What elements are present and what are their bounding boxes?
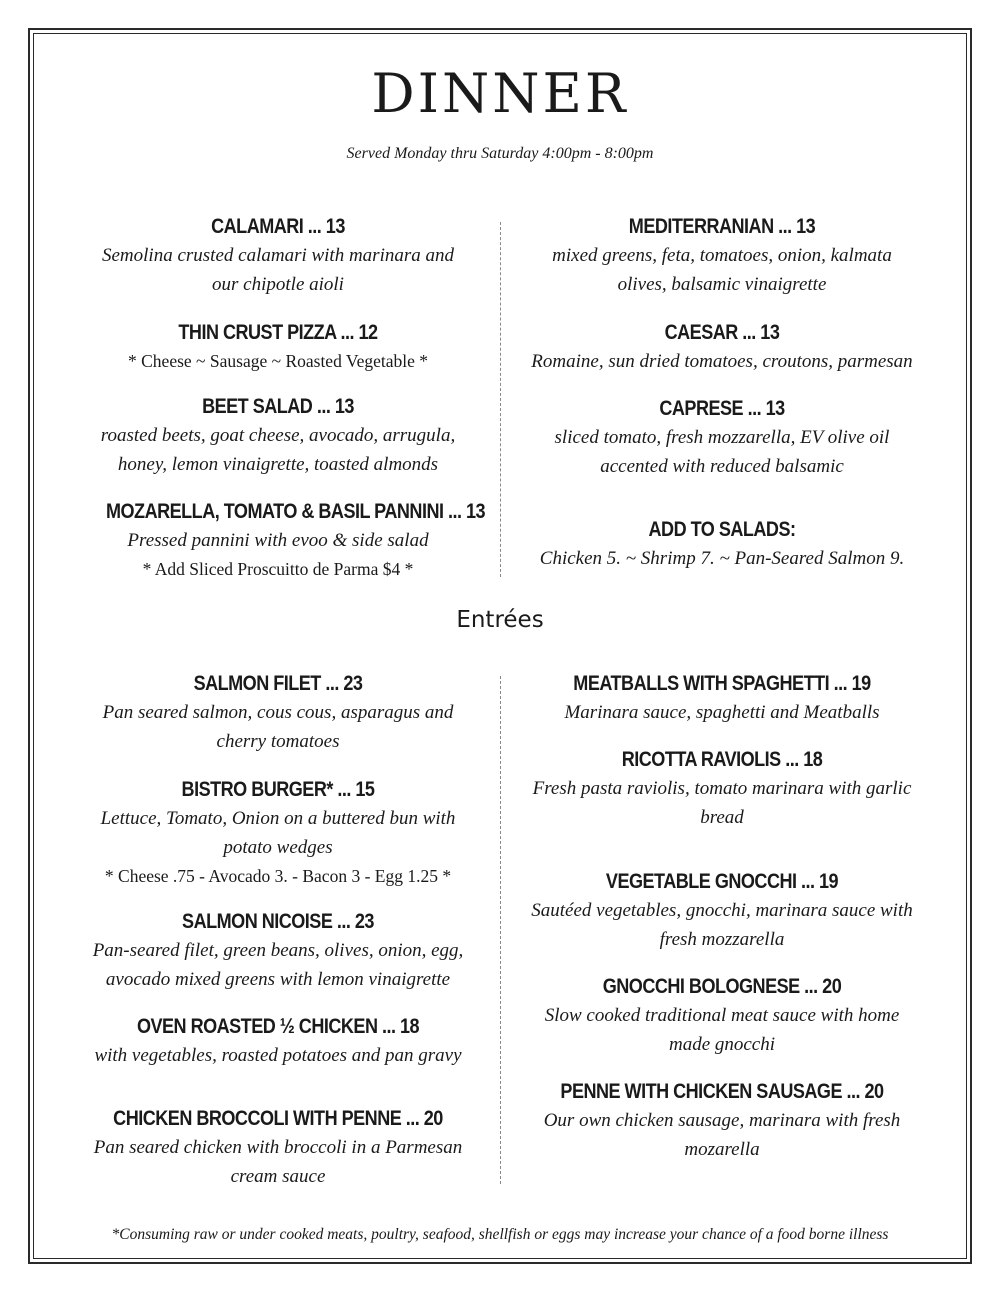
menu-item-name: SALMON NICOISE ... 23 — [182, 910, 374, 933]
menu-item — [78, 498, 486, 583]
menu-item — [522, 1078, 922, 1164]
menu-item-description: olives, balsamic vinaigrette — [617, 274, 827, 295]
serving-hours: Served Monday thru Saturday 4:00pm - 8:00pm — [346, 145, 654, 162]
menu-item-description: avocado mixed greens with lemon vinaigrette — [105, 969, 451, 990]
menu-item-description: Fresh pasta raviolis, tomato marinara with garlic — [532, 778, 912, 799]
menu-item-name: BEET SALAD ... 13 — [202, 395, 354, 418]
menu-item-description: honey, lemon vinaigrette, toasted almonds — [117, 454, 439, 475]
menu-item-description: Semolina crusted calamari with marinara and — [101, 245, 455, 266]
menu-item-name: ADD TO SALADS: — [648, 518, 796, 541]
menu-item — [78, 776, 478, 890]
menu-item — [78, 908, 478, 994]
column-divider-bottom — [500, 676, 501, 1184]
menu-item-name: CAPRESE ... 13 — [659, 397, 785, 420]
menu-item — [522, 213, 922, 299]
menu-item-description: Pan-seared filet, green beans, olives, onion, egg, — [92, 940, 464, 961]
menu-item-description: Chicken 5. ~ Shrimp 7. ~ Pan-Seared Salmon 9. — [539, 548, 905, 569]
menu-item-name: MEATBALLS WITH SPAGHETTI ... 19 — [573, 672, 871, 695]
column-divider-top — [500, 222, 501, 577]
menu-item — [522, 973, 922, 1059]
menu-item-description: bread — [700, 807, 744, 828]
menu-item — [78, 213, 478, 299]
menu-item-name: SALMON FILET ... 23 — [193, 672, 363, 695]
menu-item-description: roasted beets, goat cheese, avocado, arrugula, — [100, 425, 456, 446]
menu-item-description: cream sauce — [230, 1166, 326, 1187]
menu-item-description: fresh mozzarella — [659, 929, 785, 950]
menu-item-description: sliced tomato, fresh mozzarella, EV olive oil — [554, 427, 890, 448]
menu-item-description: with vegetables, roasted potatoes and pan gravy — [94, 1045, 462, 1066]
menu-item — [78, 670, 478, 756]
menu-item-description: our chipotle aioli — [212, 274, 344, 295]
menu-item-name: CHICKEN BROCCOLI WITH PENNE ... 20 — [113, 1107, 443, 1130]
menu-item-addons: * Cheese ~ Sausage ~ Roasted Vegetable * — [128, 351, 428, 371]
menu-item-description: Marinara sauce, spaghetti and Meatballs — [564, 702, 880, 723]
menu-item — [522, 746, 922, 832]
menu-item — [522, 670, 922, 727]
menu-title: DINNER — [371, 62, 629, 125]
menu-item-description: Pressed pannini with evoo & side salad — [127, 530, 429, 551]
menu-item-name: CAESAR ... 13 — [664, 321, 780, 344]
menu-item-name: MEDITERRANIAN ... 13 — [628, 215, 816, 238]
menu-item-description: made gnocchi — [668, 1034, 776, 1055]
menu-item — [78, 319, 478, 375]
menu-item-name: RICOTTA RAVIOLIS ... 18 — [621, 748, 823, 771]
menu-item — [522, 319, 922, 376]
menu-item-name: VEGETABLE GNOCCHI ... 19 — [605, 870, 839, 893]
menu-item-description: cherry tomatoes — [216, 731, 340, 752]
menu-item-description: Lettuce, Tomato, Onion on a buttered bun with — [100, 808, 456, 829]
menu-item-addons: * Cheese .75 - Avocado 3. - Bacon 3 - Egg 1.25 * — [104, 866, 452, 886]
section-title-entrees: Entrées — [456, 607, 544, 633]
food-safety-disclaimer: *Consuming raw or under cooked meats, poultry, seafood, shellfish or eggs may increase your chance of a food borne illness — [111, 1226, 889, 1243]
menu-item-name: MOZARELLA, TOMATO & BASIL PANNINI ... 13 — [106, 500, 486, 523]
menu-item-description: Romaine, sun dried tomatoes, croutons, parmesan — [531, 351, 913, 372]
menu-item-name: THIN CRUST PIZZA ... 12 — [178, 321, 378, 344]
menu-item — [78, 393, 478, 479]
menu-item-description: accented with reduced balsamic — [600, 456, 844, 477]
menu-item-description: potato wedges — [223, 837, 333, 858]
menu-item — [78, 1105, 478, 1191]
menu-item-description: Slow cooked traditional meat sauce with home — [544, 1005, 900, 1026]
menu-item-addons: * Add Sliced Proscuitto de Parma $4 * — [142, 559, 414, 579]
menu-item — [78, 1013, 478, 1070]
menu-item-name: OVEN ROASTED ½ CHICKEN ... 18 — [136, 1015, 420, 1038]
menu-item — [522, 516, 922, 573]
menu-item — [522, 868, 922, 954]
menu-item-name: PENNE WITH CHICKEN SAUSAGE ... 20 — [560, 1080, 884, 1103]
menu-item-name: BISTRO BURGER* ... 15 — [181, 778, 375, 801]
menu-item-description: Pan seared salmon, cous cous, asparagus and — [102, 702, 454, 723]
menu-item-description: Sautéed vegetables, gnocchi, marinara sauce with — [531, 900, 913, 921]
menu-item-name: GNOCCHI BOLOGNESE ... 20 — [602, 975, 842, 998]
menu-item — [522, 395, 922, 481]
menu-item-description: Our own chicken sausage, marinara with fresh — [543, 1110, 901, 1131]
menu-item-description: mozarella — [684, 1139, 760, 1160]
menu-item-description: mixed greens, feta, tomatoes, onion, kalmata — [552, 245, 892, 266]
menu-item-name: CALAMARI ... 13 — [211, 215, 345, 238]
menu-item-description: Pan seared chicken with broccoli in a Parmesan — [93, 1137, 463, 1158]
